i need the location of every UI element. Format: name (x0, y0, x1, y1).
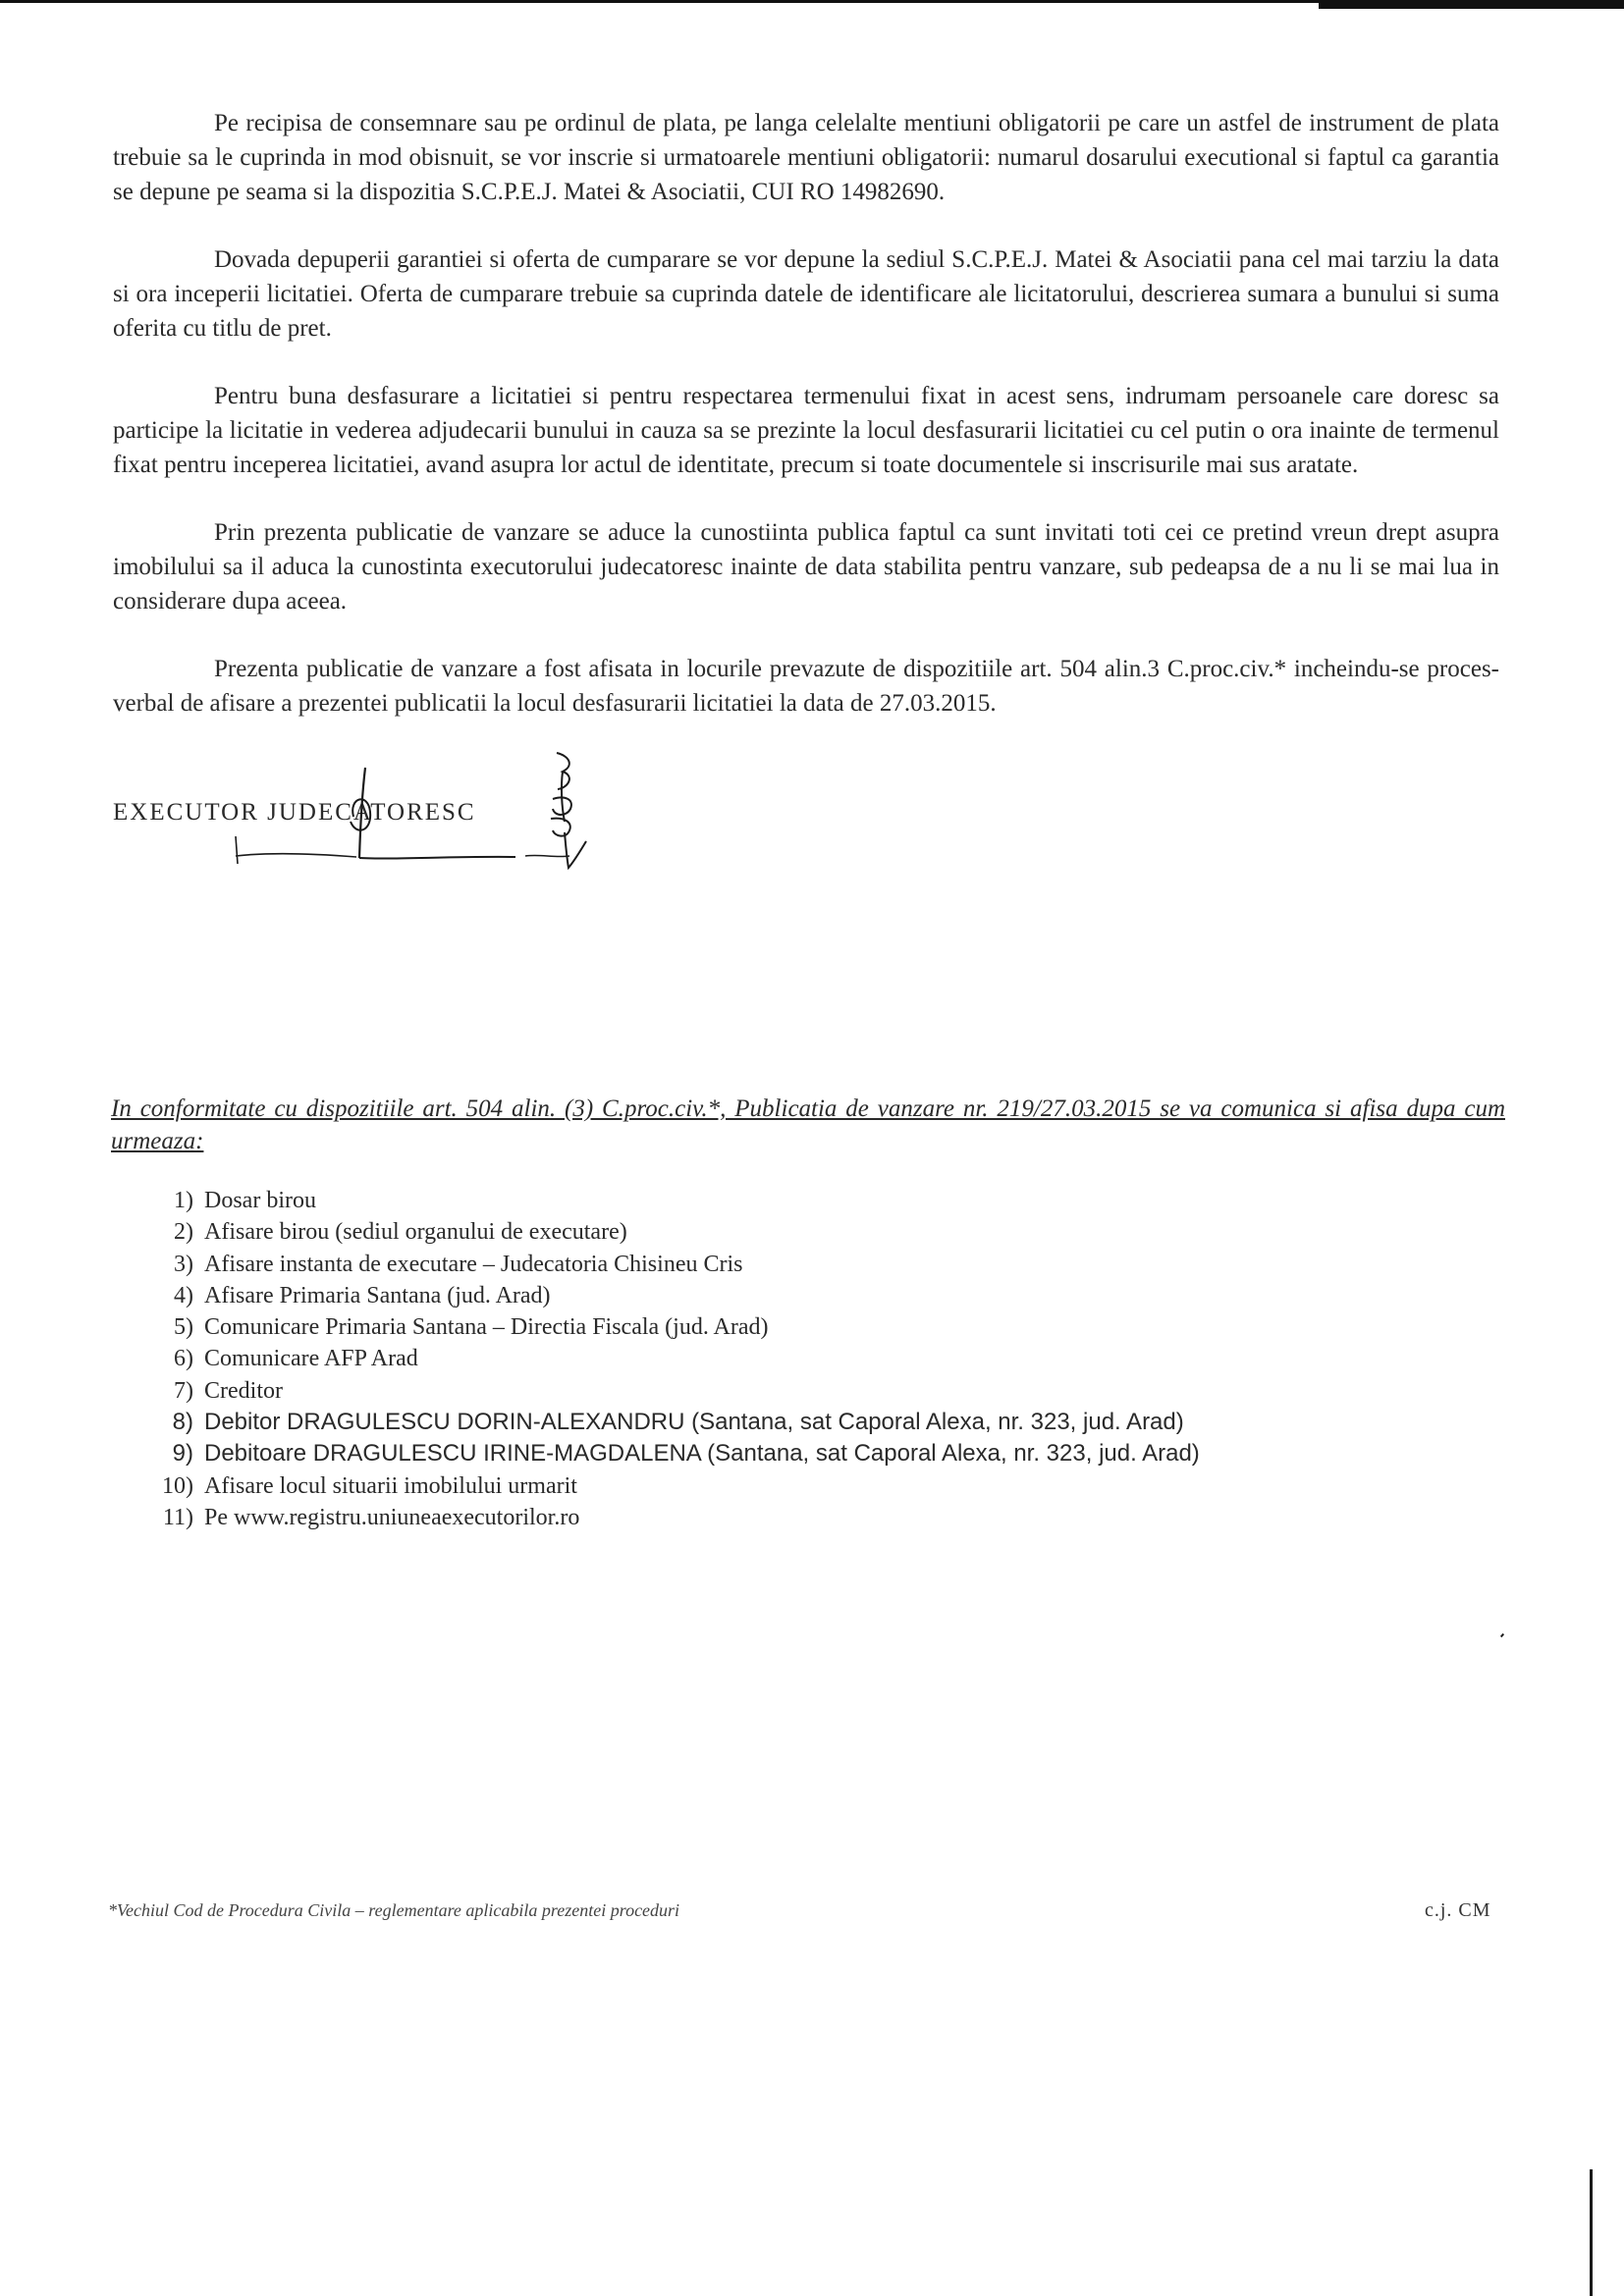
signature-block (113, 748, 1499, 876)
paragraph-auction-attendance: Pentru buna desfasurare a licitatiei si pentru respectarea termenului fixat in acest sens, indrumam persoanele care doresc sa participe la licitatie in vederea adjudecarii bunului in cauza sa se prezinte la locul desfasurarii licitatiei cu cel putin o ora inainte de termenul fixat pentru inceperea licitatiei, avand asupra lor actul de identitate, precum si toate documentele si inscrisurile mai sus aratate. (113, 383, 1499, 478)
paragraph-payment-mentions: Pe recipisa de consemnare sau pe ordinul de plata, pe langa celelalte mentiuni obligatorii pe care un astfel de instrument de plata trebuie sa le cuprinda in mod obisnuit, se vor inscrie si urmatoarele mentiuni obligatorii: numarul dosarului executional si faptul ca garantia se depune pe seama si la dispozitia S.C.P.E.J. Matei & Asociatii, CUI RO 14982690. (113, 110, 1499, 205)
list-item (111, 1280, 1505, 1311)
list-item-text: Comunicare Primaria Santana – Directia Fiscala (jud. Arad) (204, 1314, 769, 1341)
list-item (111, 1216, 1505, 1248)
list-item (111, 1311, 1505, 1343)
list-item (111, 1470, 1505, 1502)
list-item-text: Dosar birou (204, 1188, 316, 1213)
list-item (111, 1438, 1505, 1469)
list-item-text: Comunicare AFP Arad (204, 1346, 418, 1372)
list-item-text: Afisare Primaria Santana (jud. Arad) (204, 1282, 551, 1308)
list-item (111, 1375, 1505, 1407)
list-item-number: 6) (174, 1346, 193, 1372)
list-item-text: Debitor DRAGULESCU DORIN-ALEXANDRU (Santana, sat Caporal Alexa, nr. 323, jud. Arad) (204, 1409, 1184, 1436)
list-item-number: 2) (174, 1219, 193, 1246)
top-border-mark (1319, 0, 1624, 9)
handwritten-signature-icon (231, 748, 643, 876)
scan-speck (1500, 1633, 1504, 1637)
list-item-text: Afisare birou (sediul organului de executare) (204, 1219, 627, 1246)
list-item-text: Debitoare DRAGULESCU IRINE-MAGDALENA (Santana, sat Caporal Alexa, nr. 323, jud. Arad) (204, 1440, 1200, 1468)
list-item-number: 4) (174, 1282, 193, 1308)
document-body (113, 106, 1499, 876)
distribution-heading: In conformitate cu dispozitiile art. 504 alin. (3) C.proc.civ.*, Publicatia de vanzare nr. 219/27.03.2015 se va comunica si afisa dupa cum urmeaza: (111, 1095, 1505, 1154)
distribution-list (111, 1185, 1505, 1533)
list-item-number: 11) (162, 1504, 193, 1530)
footnote: *Vechiul Cod de Procedura Civila – reglementare aplicabila prezentei proceduri (108, 1900, 680, 1920)
paragraph-guarantee-proof: Dovada depuperii garantiei si oferta de cumparare se vor depune la sediul S.C.P.E.J. Matei & Asociatii pana cel mai tarziu la data si ora inceperii licitatiei. Oferta de cumparare trebuie sa cuprinda datele de identificare ale licitatorului, descrierea sumara a bunului si suma oferita cu titlu de pret. (113, 246, 1499, 342)
list-item (111, 1249, 1505, 1280)
list-item-text: Creditor (204, 1377, 283, 1404)
list-item-number: 3) (174, 1251, 193, 1277)
list-item-text: Afisare locul situarii imobilului urmarit (204, 1472, 577, 1499)
list-item-number: 10) (162, 1472, 193, 1499)
list-item-number: 7) (174, 1377, 193, 1404)
list-item-number: 1) (174, 1188, 193, 1213)
scan-edge-line (1590, 2169, 1593, 2296)
paragraph-claims-notice: Prin prezenta publicatie de vanzare se aduce la cunostiinta publica faptul ca sunt invitati toti cei ce pretind vreun drept asupra imobilului sa il aduca la cunostinta executorului judecatoresc inainte de data stabilita pentru vanzare, sub pedeapsa de a nu li se mai lua in considerare dupa aceea. (113, 519, 1499, 614)
list-item-number: 5) (174, 1314, 193, 1341)
list-item (111, 1502, 1505, 1533)
list-item-number: 8) (172, 1409, 193, 1436)
paragraph-posting-statement: Prezenta publicatie de vanzare a fost afisata in locurile prevazute de dispozitiile art. 504 alin.3 C.proc.civ.* incheindu-se proces-verbal de afisare a prezentei publicatii la locul desfasurarii licitatiei la data de 27.03.2015. (113, 656, 1499, 717)
list-item-text: Pe www.registru.uniuneaexecutorilor.ro (204, 1504, 580, 1530)
bailiff-title: EXECUTOR JUDECATORESC (113, 799, 476, 826)
list-item (111, 1407, 1505, 1438)
list-item-number: 9) (172, 1440, 193, 1468)
operator-initials: c.j. CM (1425, 1899, 1491, 1921)
list-item (111, 1343, 1505, 1374)
distribution-section (111, 1093, 1505, 1533)
list-item-text: Afisare instanta de executare – Judecatoria Chisineu Cris (204, 1251, 743, 1277)
list-item (111, 1185, 1505, 1216)
